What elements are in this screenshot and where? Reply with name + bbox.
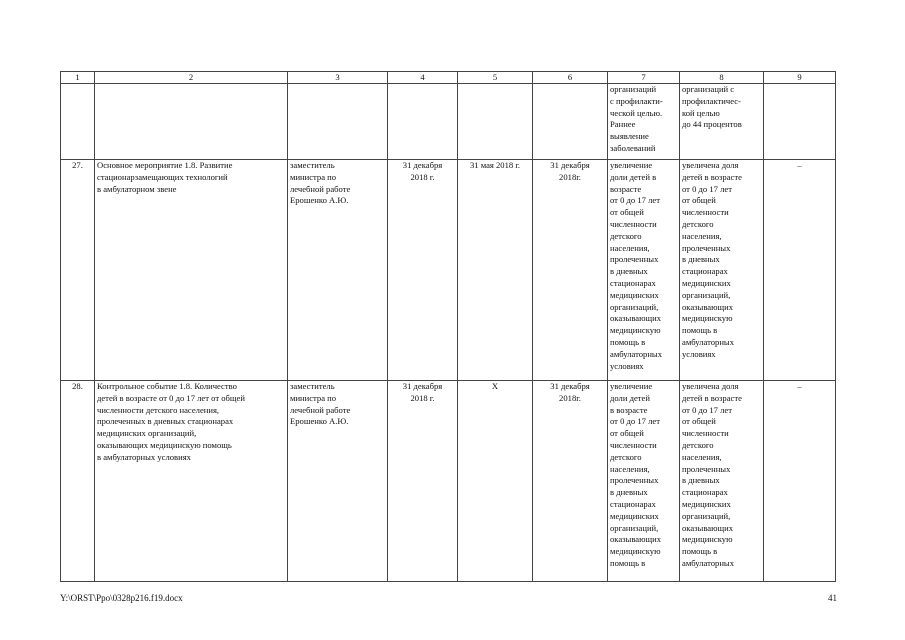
problems: – [764, 381, 836, 582]
header-cell: 2 [95, 72, 288, 84]
column-number-header-row [61, 72, 836, 84]
end-date: 31 декабря 2018г. [533, 160, 608, 381]
responsible-cell [288, 84, 388, 160]
table-row [61, 160, 836, 381]
actual-date: Х [458, 381, 533, 582]
num-cell [61, 84, 95, 160]
actual-date-cell [458, 84, 533, 160]
document-file-path: Y:\ORST\Ppo\0328p216.f19.docx [60, 593, 183, 603]
event-name: Основное мероприятие 1.8. Развитие стационарзамещающих технологий в амбулаторном звене [95, 160, 288, 381]
continuation-row [61, 84, 836, 160]
problems-cell [764, 84, 836, 160]
header-cell: 5 [458, 72, 533, 84]
name-cell [95, 84, 288, 160]
table-row [61, 381, 836, 582]
planned-start-date: 31 декабря 2018 г. [388, 381, 458, 582]
planned-start-date: 31 декабря 2018 г. [388, 160, 458, 381]
row-number: 27. [61, 160, 95, 381]
header-cell: 9 [764, 72, 836, 84]
report-table [60, 71, 836, 582]
planned-result-cell: организаций с профилакти- ческой целью. Раннее выявление заболеваний [608, 84, 680, 160]
event-name: Контрольное событие 1.8. Количество детей в возрасте от 0 до 17 лет от общей численности детского населения, пролеченных в дневных стационарах медицинских организаций, оказывающих медицинскую помощь в амбулаторных условиях [95, 381, 288, 582]
header-cell: 1 [61, 72, 95, 84]
achieved-result-cell: организаций с профилактичес- кой целью до 44 процентов [680, 84, 764, 160]
end-date-cell [533, 84, 608, 160]
header-cell: 7 [608, 72, 680, 84]
end-date: 31 декабря 2018г. [533, 381, 608, 582]
responsible-person: заместитель министра по лечебной работе Ерошенко А.Ю. [288, 381, 388, 582]
row-number: 28. [61, 381, 95, 582]
planned-result: увеличение доли детей в возрасте от 0 до 17 лет от общей численности детского населения, пролеченных в дневных стационарах медицинских организаций, оказывающих медицинскую помощь в [608, 381, 680, 582]
header-cell: 8 [680, 72, 764, 84]
achieved-result: увеличена доля детей в возрасте от 0 до 17 лет от общей численности детского населения, пролеченных в дневных стационарах медицинских организаций, оказывающих медицинскую помощь в амбулаторных [680, 381, 764, 582]
problems: – [764, 160, 836, 381]
responsible-person: заместитель министра по лечебной работе Ерошенко А.Ю. [288, 160, 388, 381]
actual-date: 31 мая 2018 г. [458, 160, 533, 381]
header-cell: 6 [533, 72, 608, 84]
page-number: 41 [828, 593, 837, 603]
header-cell: 4 [388, 72, 458, 84]
start-date-cell [388, 84, 458, 160]
header-cell: 3 [288, 72, 388, 84]
planned-result: увеличение доли детей в возрасте от 0 до 17 лет от общей численности детского населения, пролеченных в дневных стационарах медицинских организаций, оказывающих медицинскую помощь в амбулаторных условиях [608, 160, 680, 381]
achieved-result: увеличена доля детей в возрасте от 0 до 17 лет от общей численности детского населения, пролеченных в дневных стационарах медицинских организаций, оказывающих медицинскую помощь в амбулаторных условиях [680, 160, 764, 381]
